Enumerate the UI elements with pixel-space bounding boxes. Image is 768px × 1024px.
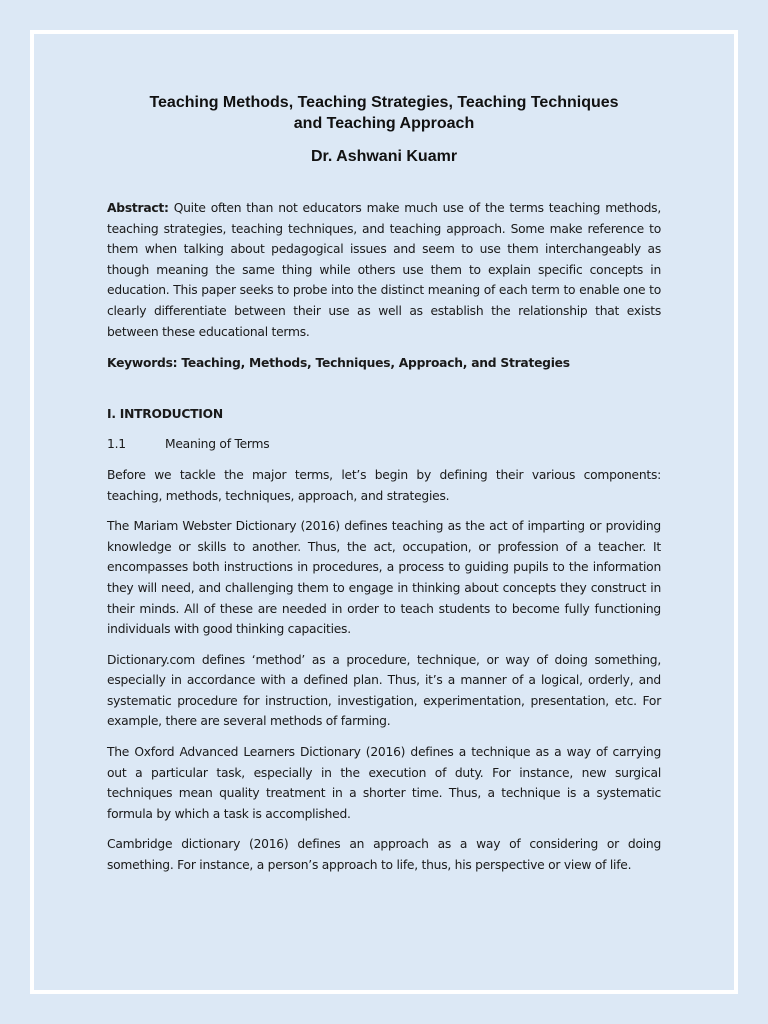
paper-author: Dr. Ashwani Kuamr xyxy=(310,148,458,165)
keywords: Keywords: Teaching, Methods, Techniques, Approach, and Strategies xyxy=(107,356,570,371)
abstract-label: Abstract: xyxy=(107,201,169,215)
abstract xyxy=(107,198,661,342)
paragraph-teaching: The Mariam Webster Dictionary (2016) defines teaching as the act of imparting or providing knowledge or skills to another. Thus, the act, occupation, or profession of a teacher. It encompasses both instructions in procedures, a process to guiding pupils to the information they will need, and challenging them to engage in thinking about concepts they construct in their minds. All of these are needed in order to teach students to become fully functioning individuals with good thinking capacities. xyxy=(107,519,661,637)
paragraph-method: Dictionary.com defines ‘method’ as a procedure, technique, or way of doing something, especially in accordance with a defined plan. Thus, it’s a manner of a logical, orderly, and systematic procedure for instruction, investigation, experimentation, presentation, etc. For example, there are several methods of farming. xyxy=(107,652,661,729)
section-heading: I. INTRODUCTION xyxy=(107,406,223,421)
subsection-number: 1.1 xyxy=(107,437,126,452)
title-line-1: Teaching Methods, Teaching Strategies, Teaching Techniques xyxy=(149,94,619,111)
subsection-heading xyxy=(107,434,661,455)
paragraph-technique: The Oxford Advanced Learners Dictionary (2016) defines a technique as a way of carrying out a particular task, especially in the execution of duty. For instance, new surgical techniques mean quality treatment in a shorter time. Thus, a technique is a systematic formula by which a task is accomplished. xyxy=(107,745,661,821)
abstract-text: Quite often than not educators make much use of the terms teaching methods, teaching strategies, teaching techniques, and teaching approach. Some make reference to them when talking about pedagogical issues and seem to use them interchangeably as though meaning the same thing while others use them to explain specific concepts in education. This paper seeks to probe into the distinct meaning of each term to enable one to clearly differentiate between their use as well as establish the relationship that exists between these educational terms. xyxy=(107,201,661,339)
title-line-2: and Teaching Approach xyxy=(293,115,475,132)
paragraph-intro: Before we tackle the major terms, let’s begin by defining their various components: teaching, methods, techniques, approach, and strategies. xyxy=(107,467,661,503)
paragraph-approach: Cambridge dictionary (2016) defines an approach as a way of considering or doing something. For instance, a person’s approach to life, thus, his perspective or view of life. xyxy=(107,837,661,873)
paper-title xyxy=(107,92,661,134)
document-body xyxy=(107,92,661,876)
subsection-title: Meaning of Terms xyxy=(165,437,270,452)
